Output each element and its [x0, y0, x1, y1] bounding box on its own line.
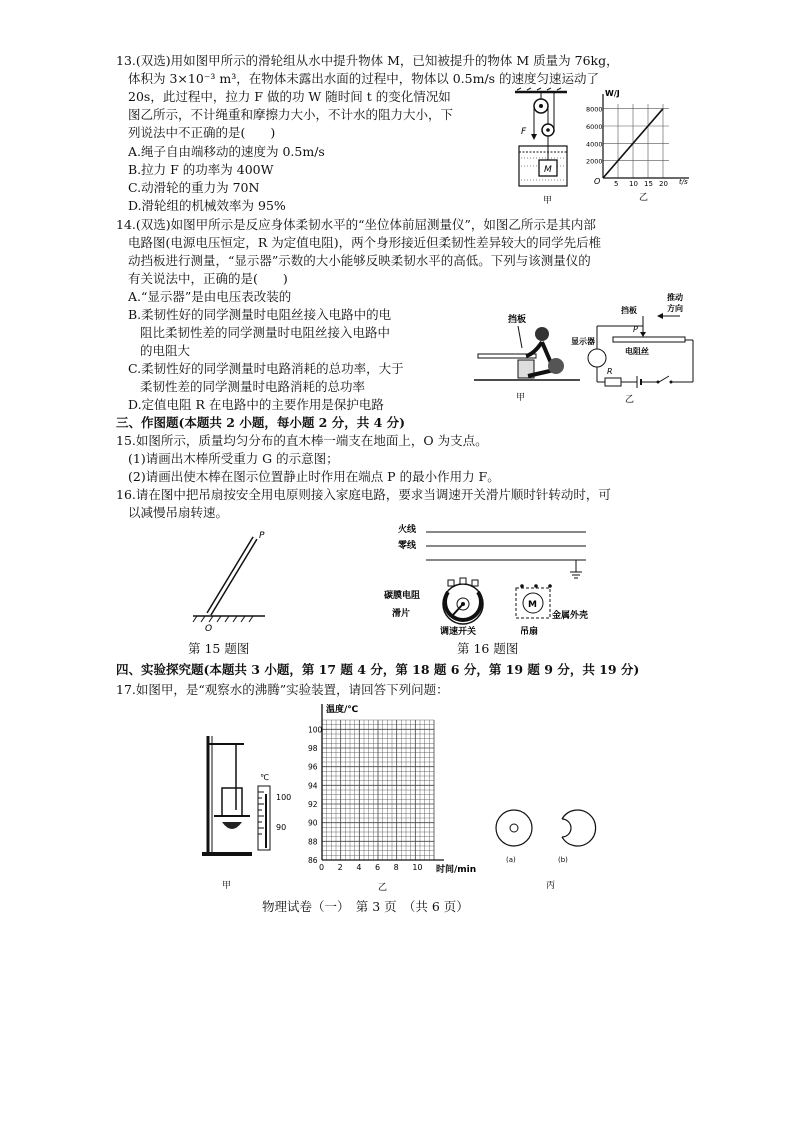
q17-figure-apparatus: [196, 730, 306, 890]
q17-bing-b-label: (b): [558, 856, 568, 864]
q14-option-d: D.定值电阻 R 在电路中的主要作用是保护电路: [128, 397, 384, 412]
chart-wt-xtick: 10: [629, 180, 638, 188]
chart-temp-ytick: 98: [308, 744, 318, 753]
q15-line-1: 15.如图所示，质量均匀分布的直木棒一端支在地面上，O 为支点。: [116, 433, 488, 448]
fig15-o-label: O: [205, 624, 213, 634]
chart-wt-xtick: 15: [644, 180, 653, 188]
fig16-resistor-label: 碳膜电阻: [384, 591, 421, 601]
q14-line-4: 有关说法中，正确的是( ): [128, 271, 288, 286]
q13-chart-work-time: [585, 86, 695, 204]
chart-temp-ytick: 94: [308, 781, 318, 791]
q14-figure-sit-reach: [470, 300, 585, 404]
q13-line-3: 20s，此过程中，拉力 F 做的功 W 随时间 t 的变化情况如: [128, 89, 451, 104]
q15-line-3: (2)请画出使木棒在图示位置静止时作用在端点 P 的最小作用力 F。: [128, 469, 500, 484]
chart-wt-ytick: 6000: [586, 123, 603, 131]
q13-line-5: 列说法中不正确的是( ): [128, 125, 276, 140]
q13-jia-caption: 甲: [543, 196, 553, 206]
q14-option-c-2: 柔韧性差的同学测量时电路消耗的总功率: [140, 379, 366, 394]
chart-temp-ytick: 90: [308, 818, 318, 828]
chart-temp-ylabel: 温度/℃: [326, 705, 359, 715]
q14-option-a: A.“显示器”是由电压表改装的: [128, 289, 292, 304]
q13-force-label: F: [521, 127, 527, 137]
page-footer: 物理试卷（一） 第 3 页 （共 6 页）: [262, 899, 469, 914]
q14-option-b-1: B.柔韧性好的同学测量时电阻丝接入电路中的电: [128, 307, 392, 322]
figure-15-caption: 第 15 题图: [188, 641, 250, 656]
q17-jia-caption: 甲: [222, 881, 232, 891]
q17-jia-t100: 100: [276, 793, 292, 802]
chart-wt-ylabel: W/J: [605, 89, 620, 98]
q13-option-d: D.滑轮组的机械效率为 95%: [128, 198, 286, 213]
fig16-motor-label: M: [528, 600, 537, 610]
q13-option-b: B.拉力 F 的功率为 400W: [128, 162, 274, 177]
chart-temp-ytick: 86: [308, 856, 318, 865]
q17-chart-temperature-time: [296, 700, 496, 894]
fig16-shell-label: 金属外壳: [552, 611, 589, 621]
chart-wt-ytick: 2000: [586, 157, 603, 166]
chart-temp-xtick: 2: [337, 863, 343, 872]
q14-yi-caption: 乙: [625, 395, 635, 405]
q13-line-4: 图乙所示，不计绳重和摩擦力大小，不计水的阻力大小，下: [128, 107, 454, 122]
q14-option-c-1: C.柔韧性好的同学测量时电路消耗的总功率，大于: [128, 361, 404, 376]
q15-line-2: (1)请画出木棒所受重力 G 的示意图；: [128, 451, 339, 466]
q14-jia-caption: 甲: [516, 393, 526, 403]
q17-figure-bubbles: [490, 798, 590, 890]
chart-temp-xtick: 0: [319, 863, 325, 872]
q14-yi-display-label: 显示器: [571, 337, 595, 346]
chart-temp-ytick: 100: [308, 725, 323, 735]
chart-temp-ytick: 92: [308, 800, 318, 809]
q13-object-m-label: M: [544, 165, 552, 175]
q14-yi-baffle-label: 挡板: [621, 306, 637, 315]
chart-temp-xtick: 10: [412, 863, 423, 872]
q17-line-1: 17.如图甲，是“观察水的沸腾”实验装置，请回答下列问题：: [116, 682, 449, 697]
q14-yi-p-label: P: [633, 325, 638, 334]
chart-temp-ytick: 96: [308, 762, 318, 772]
q17-jia-t90: 90: [276, 823, 287, 832]
q13-figure-pulley: [505, 88, 580, 206]
section-3-heading: 三、作图题(本题共 2 小题，每小题 2 分，共 4 分): [116, 415, 406, 430]
q16-line-2: 以减慢吊扇转速。: [128, 505, 229, 520]
chart-temp-xlabel: 时间/min: [436, 865, 477, 875]
chart-temp-ytick: 88: [308, 837, 318, 847]
chart-wt-xtick: 20: [659, 180, 668, 188]
q17-yi-caption: 乙: [378, 883, 388, 893]
q14-yi-push-label: 推动: [667, 293, 683, 302]
figure-16-circuit: [384, 522, 640, 640]
q14-option-b-3: 的电阻大: [140, 343, 191, 358]
q13-option-c: C.动滑轮的重力为 70N: [128, 180, 260, 195]
q14-jia-baffle-label: 挡板: [508, 315, 527, 325]
chart-temp-xtick: 4: [356, 863, 362, 872]
q14-figure-circuit: [571, 292, 700, 405]
fig16-live-label: 火线: [398, 525, 417, 535]
chart-wt-origin: O: [594, 177, 601, 186]
figure-16-caption: 第 16 题图: [457, 641, 519, 656]
chart-wt-ytick: 8000: [586, 105, 603, 114]
q17-jia-unit-label: ℃: [260, 773, 269, 782]
section-4-heading: 四、实验探究题(本题共 3 小题，第 17 题 4 分，第 18 题 6 分，第 19 题 9 分，共 19 分): [116, 662, 640, 677]
fig16-neutral-label: 零线: [398, 541, 417, 551]
q14-line-3: 动挡板进行测量，“显示器”示数的大小能够反映柔韧水平的高低。下列与该测量仪的: [128, 253, 591, 268]
q17-bing-caption: 丙: [546, 881, 556, 891]
q14-yi-wire-label: 电阻丝: [625, 347, 649, 356]
q17-bing-a-label: (a): [506, 856, 516, 864]
chart-wt-ytick: 4000: [586, 140, 603, 149]
fig15-p-label: P: [259, 531, 265, 541]
chart-temp-xtick: 8: [393, 863, 399, 872]
q14-line-2: 电路图(电源电压恒定，R 为定值电阻)，两个身形接近但柔韧性差异较大的同学先后椎: [128, 235, 602, 250]
q13-line-1: 13.(双选)用如图甲所示的滑轮组从水中提升物体 M，已知被提升的物体 M 质量为 76kg，: [116, 53, 619, 68]
fig16-fan-label: 吊扇: [520, 627, 539, 637]
chart-wt-xtick: 5: [614, 180, 619, 188]
figure-15-rod: [185, 528, 295, 632]
q13-option-a: A.绳子自由端移动的速度为 0.5m/s: [128, 144, 325, 159]
fig16-switch-label: 调速开关: [440, 627, 477, 637]
chart-temp-xtick: 6: [375, 863, 381, 872]
q13-line-2: 体积为 3×10⁻³ m³，在物体未露出水面的过程中，物体以 0.5m/s 的速度匀速运动了: [128, 71, 600, 86]
q16-line-1: 16.请在图中把吊扇按安全用电原则接入家庭电路，要求当调速开关滑片顺时针转动时，可: [116, 487, 611, 502]
q13-yi-caption: 乙: [639, 193, 649, 203]
q14-yi-direction-label: 方向: [667, 304, 683, 313]
chart-wt-xlabel: t/s: [679, 178, 688, 186]
fig16-slider-label: 滑片: [392, 609, 411, 619]
q14-line-1: 14.(双选)如图甲所示是反应身体柔韧水平的“坐位体前屈测量仪”，如图乙所示是其内部: [116, 217, 596, 232]
q14-yi-r-label: R: [607, 367, 613, 376]
q14-option-b-2: 阻比柔韧性差的同学测量时电阻丝接入电路中: [140, 325, 391, 340]
